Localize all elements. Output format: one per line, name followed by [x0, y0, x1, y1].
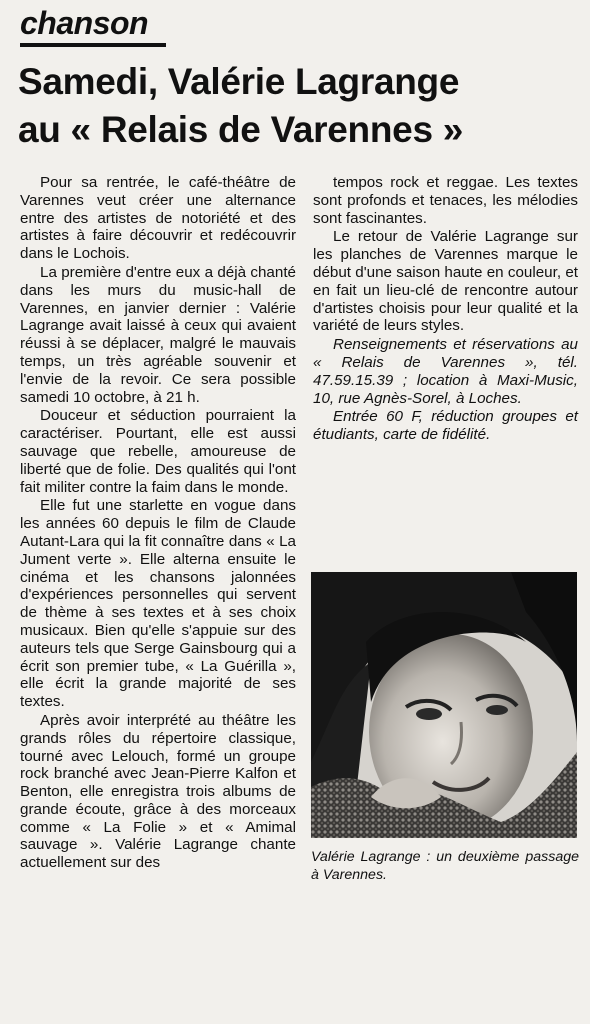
paragraph-albums: Après avoir interprété au théâtre les grands rôles du répertoire classique, tourné avec Lelouch, formé un groupe rock branché avec Jean-Pierre Kalfon et Benton, elle enregistra trois albums de grande écoute, grâce à des morceaux comme « La Folie » et « Amimal sauvage ». Valérie Lagrange chante actuellement sur des: [20, 711, 296, 872]
paragraph-tempos: tempos rock et reggae. Les textes sont profonds et tenaces, les mélodies sont fascinantes.: [313, 174, 578, 227]
paragraph-first-visit: La première d'entre eux a déjà chanté dans les murs du music-hall de Varennes, en janvier dernier : Valérie Lagrange avait laissé à ceux qui avaient réussi à se déplacer, malgré le mauvais temps, un très agréable souvenir et l'envie de la revoir. Ce sera possible samedi 10 octobre, à 21 h.: [20, 263, 296, 406]
article-column-right: [313, 174, 578, 445]
rubric-underline: [20, 43, 166, 47]
headline: [18, 58, 578, 154]
paragraph-intro: Pour sa rentrée, le café-théâtre de Varennes veut créer une alternance entre des artistes de notoriété et des artistes à faire découvrir et redécouvrir dans le Lochois.: [20, 174, 296, 263]
portrait-illustration: [311, 572, 577, 838]
reservation-info: Renseignements et réservations au « Relais de Varennes », tél. 47.59.15.39 ; location à Maxi-Music, 10, rue Agnès-Sorel, à Loches.: [313, 336, 578, 407]
headline-line-2: au « Relais de Varennes »: [18, 109, 463, 150]
paragraph-character: Douceur et séduction pourraient la caractériser. Pourtant, elle est aussi sauvage que rebelle, amoureuse de liberté que de folie. Des qualités qui l'ont fait militer contre la faim dans le monde.: [20, 407, 296, 496]
article-column-left: [20, 174, 296, 873]
paragraph-career: Elle fut une starlette en vogue dans les années 60 depuis le film de Claude Autant-Lara qui la fit connaître dans « La Jument verte ». Elle alterna ensuite le cinéma et les chansons jalonnées d'expériences personnelles qui servent de thème à ses textes et à ses choix musicaux. Bien qu'elle s'appuie sur des auteurs tels que Serge Gainsbourg qui a écrit son premier tube, « La Guérilla », elle écrit la grande majorité de ses textes.: [20, 497, 296, 711]
photo-caption: Valérie Lagrange : un deuxième passage à Varennes.: [311, 849, 579, 883]
paragraph-return: Le retour de Valérie Lagrange sur les planches de Varennes marque le début d'une saison haute en couleur, et en fait un lieu-clé de rencontre autour d'artistes choisis pour leur qualité et la variété de leurs styles.: [313, 228, 578, 335]
portrait-photo: [311, 572, 577, 838]
rubric-label: chanson: [20, 5, 149, 41]
headline-line-1: Samedi, Valérie Lagrange: [18, 61, 460, 102]
entry-price-info: Entrée 60 F, réduction groupes et étudiants, carte de fidélité.: [313, 408, 578, 444]
